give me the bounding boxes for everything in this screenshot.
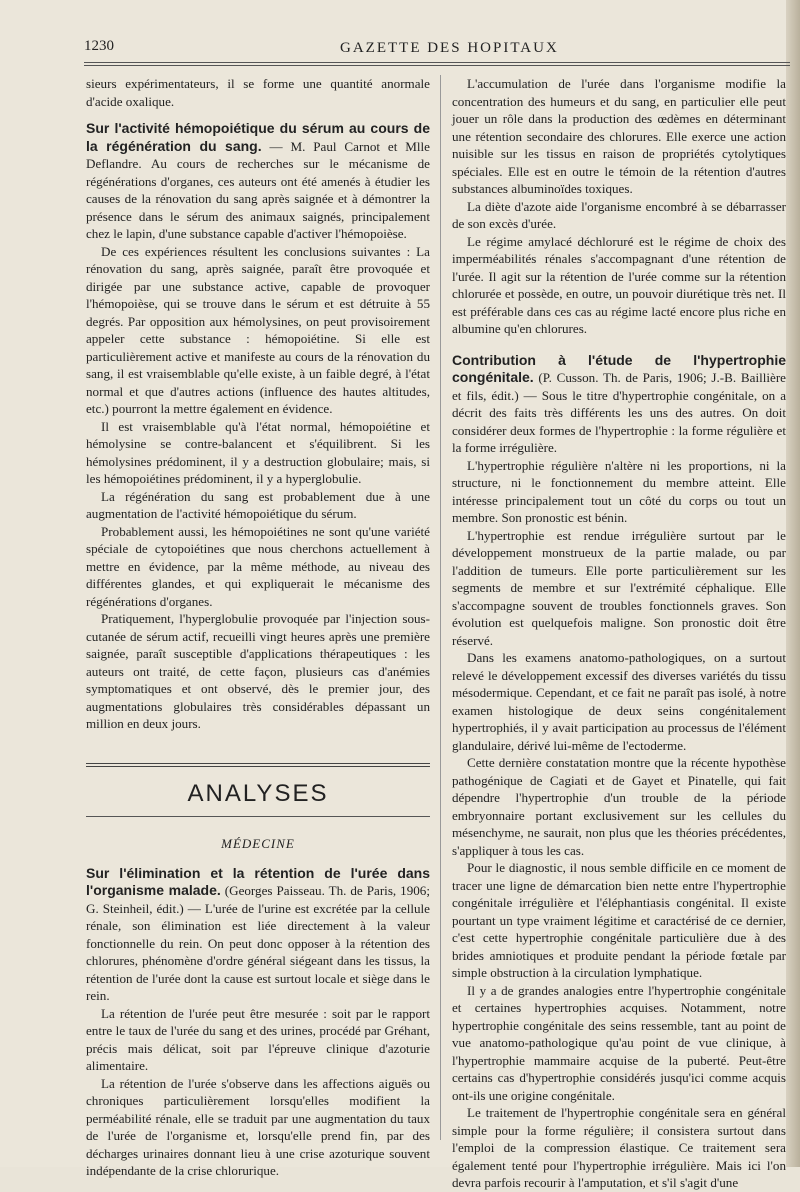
article-hypertrophie (452, 352, 786, 457)
article-uree (86, 865, 430, 1005)
section-heading-medecine: MÉDECINE (221, 836, 295, 851)
paragraph: Le traitement de l'hypertrophie congénitale sera en général simple pour la forme régulière; il consistera surtout dans l'emploi de la compression élastique. Ce traitement sera également tenté pour l'hypertrophie irrégulière. Mais ici l'on devra parfois recourir à l'amputation, et s'il s'agit d'une (452, 1105, 786, 1190)
paragraph: Pratiquement, l'hyperglobulie provoquée par l'injection sous-cutanée de sérum actif, recueilli vingt heures après une première saignée, paraît susceptible d'applications thérapeutiques : les auteurs ont traité, de cette façon, plusieurs cas d'anémies symptomatiques et ont observé, dès le premier jour, des augmentations globulaires très considérables dépassant un million en deux jours. (86, 611, 430, 731)
continued-paragraph: sieurs expérimentateurs, il se forme une quantité anormale d'acide oxalique. (86, 76, 430, 109)
paragraph: Il y a de grandes analogies entre l'hypertrophie congénitale et certaines hypertrophies acquises. Notamment, notre hypertrophie congénitale des seins ressemble, tant au point de vue anatomo-pathologique qu'au point de vue clinique, à l'hypertrophie mammaire acquise de la puberté. Peut-être certains cas d'hypertrophie considérés jusqu'ici comme acquis ont-ils une origine congénitale. (452, 982, 786, 1103)
column-divider (440, 75, 441, 1140)
right-column (452, 75, 786, 1192)
section-rule (86, 816, 430, 817)
article-title: Contribution à l'étude de l'hypertrophie congénitale. (452, 351, 786, 385)
article-body: Au cours de recherches sur le mécanisme de régénérations d'organes, ces auteurs ont été amenés à étudier les causes de la rénovation du sang après saignée et à démontrer la présence dans le sérum des animaux saignés, principalement chez le lapin, d'une substance capable d'activer l'hémopoièse. (86, 156, 430, 241)
article-byline: (P. Cusson. Th. de Paris, 1906; J.-B. Baillière et fils, édit.) (452, 370, 786, 403)
page-edge (786, 0, 800, 1167)
paragraph: Cette dernière constatation montre que la récente hypothèse pathogénique de Cagiati et de Gayet et Pinatelle, qui fait dépendre l'hypertrophie d'un trouble de la période embryonnaire portant exclusivement sur les cellules du mésenchyme, ne saurait, non plus que les théories précédentes, s'appliquer à tous les cas. (452, 755, 786, 858)
page-number: 1230 (84, 38, 114, 54)
analyses-heading: ANALYSES (187, 779, 329, 807)
paragraph: La rétention de l'urée peut être mesurée : soit par le rapport entre le taux de l'urée du sang et des urines, procédé par Gréhant, précis mais délicat, soit par l'épreuve clinique d'azoturie alimentaire. (86, 1005, 430, 1073)
running-title: GAZETTE DES HOPITAUX (340, 40, 559, 56)
article-body: — Sous le titre d'hypertrophie congénitale, on a décrit des faits très différents les uns des autres. On doit considérer deux formes de l'hypertrophie : la forme régulière et la forme irrégulière. (452, 387, 786, 455)
paragraph: De ces expériences résultent les conclusions suivantes : La rénovation du sang, après saignée, paraît être provoquée et dirigée par une substance active, capable de provoquer l'hémopoièse, qui se trouve dans le sérum et est détruite à 55 degrés. Par opposition aux hémolysines, on peut provisoirement appeler cette substance : hémopoiétine. Si elle est particulièrement active et manifeste au cours de la rénovation du sang, il est vraisemblable qu'elle existe, à un faible degré, à l'état normal et que d'autres actions (influence des hautes altitudes, etc.) pourront la mettre également en évidence. (86, 243, 430, 416)
section-rule (86, 763, 430, 767)
article-title: Sur l'activité hémopoiétique du sérum au cours de la régénération du sang. (86, 120, 430, 154)
paragraph: Probablement aussi, les hémopoiétines ne sont qu'une variété spéciale de cytopoiétines que nous cherchons actuellement à mettre en évidence, par la même méthode, au niveau des différentes glandes, et qui expliquerait le mécanisme des régénérations d'organes. (86, 523, 430, 609)
article-title: Sur l'élimination et la rétention de l'urée dans l'organisme malade. (86, 864, 430, 898)
paragraph: La rétention de l'urée s'observe dans les affections aiguës ou chroniques particulièrement lorsqu'elles modifient la perméabilité rénale, elle se traduit par une augmentation du taux de l'urée de l'organisme et, lorsqu'elle prend fin, par des décharges urinaires donnant lieu à une crise azoturique souvent indépendante de la crise chlorurique. (86, 1075, 430, 1178)
paragraph: Il est vraisemblable qu'à l'état normal, hémopoiétine et hémolysine se contre-balancent et s'équilibrent. Si les hémolysines prédominent, il y a destruction globulaire; mais, si les hémopoiétines prédominent, il y a hyperglobulie. (86, 418, 430, 486)
header-rule (84, 62, 790, 63)
article-body: — L'urée de l'urine est excrétée par la cellule rénale, son élimination est liée directement à la valeur fonctionnelle du rein. On peut donc opposer à la rétention des chlorures, phénomène d'ordre général siégeant dans les tissus, la rétention de l'urée dont la cause est surtout locale et siège dans le rein. (86, 900, 430, 1003)
paragraph: L'hypertrophie régulière n'altère ni les proportions, ni la structure, ni le fonctionnement du membre atteint. Elle intéresse principalement tout un côté du corps ou tout un membre. Son pronostic est bénin. (452, 457, 786, 525)
paragraph: L'accumulation de l'urée dans l'organisme modifie la concentration des humeurs et du sang, en particulier elle peut jouer un rôle dans la production des œdèmes en déterminant une rétention secondaire des chlorures. Elle exerce une action nuisible sur les tissus en raison de propriétés cytolytiques spéciales. Elle est en outre le témoin de la rétention d'autres substances albuminoïdes toxiques. (452, 76, 786, 196)
paragraph: L'hypertrophie est rendue irrégulière surtout par le développement monstrueux de la partie malade, ou par l'addition de tumeurs. Elle porte particulièrement sur les segments de membre et sur l'extrémité céphalique. Elle s'accompagne souvent de troubles fonctionnels graves. Son évolution est quelquefois maligne. Son pronostic doit être réservé. (452, 527, 786, 648)
article-byline: — M. Paul Carnot et Mlle Deflandre. (86, 138, 430, 171)
article-hemopoietique (86, 120, 430, 243)
left-column (86, 75, 430, 1180)
paragraph: La régénération du sang est probablement due à une augmentation de l'activité hémopoiétique du sérum. (86, 488, 430, 521)
paragraph: Pour le diagnostic, il nous semble difficile en ce moment de tracer une ligne de démarcation bien nette entre l'hypertrophie congénitale irrégulière et l'éléphantiasis congénital. Il existe pourtant un type vraiment légitime et caractérisé de ce dernier, c'est cette hypertrophie congénitale particulière due à des brides amniotiques et produite pendant la période fœtale par simple obstruction à la circulation lymphatique. (452, 860, 786, 980)
paragraph: Le régime amylacé déchloruré est le régime de choix des imperméabilités rénales s'accompagnant d'une rétention de l'urée. Il agit sur la rétention de l'urée comme sur la rétention chlorurée et possède, en outre, un pouvoir diurétique très net. Il est préférable dans ces cas au régime lacté encore plus riche en albumine qu'en chlorures. (452, 233, 786, 336)
article-byline: (Georges Paisseau. Th. de Paris, 1906; G. Steinheil, édit.) (86, 883, 430, 916)
header-rule-2 (84, 65, 790, 66)
paragraph: La diète d'azote aide l'organisme encombré à se débarrasser de son excès d'urée. (452, 198, 786, 231)
paragraph: Dans les examens anatomo-pathologiques, on a surtout relevé le développement excessif des diverses variétés du tissu mésodermique. Cependant, et ce fait ne paraît pas isolé, à notre examen histologique de deux seins congénitalement hypertrophiés, il y avait participation au processus de l'élément glandulaire, dérivé lui-même de l'ectoderme. (452, 650, 786, 753)
